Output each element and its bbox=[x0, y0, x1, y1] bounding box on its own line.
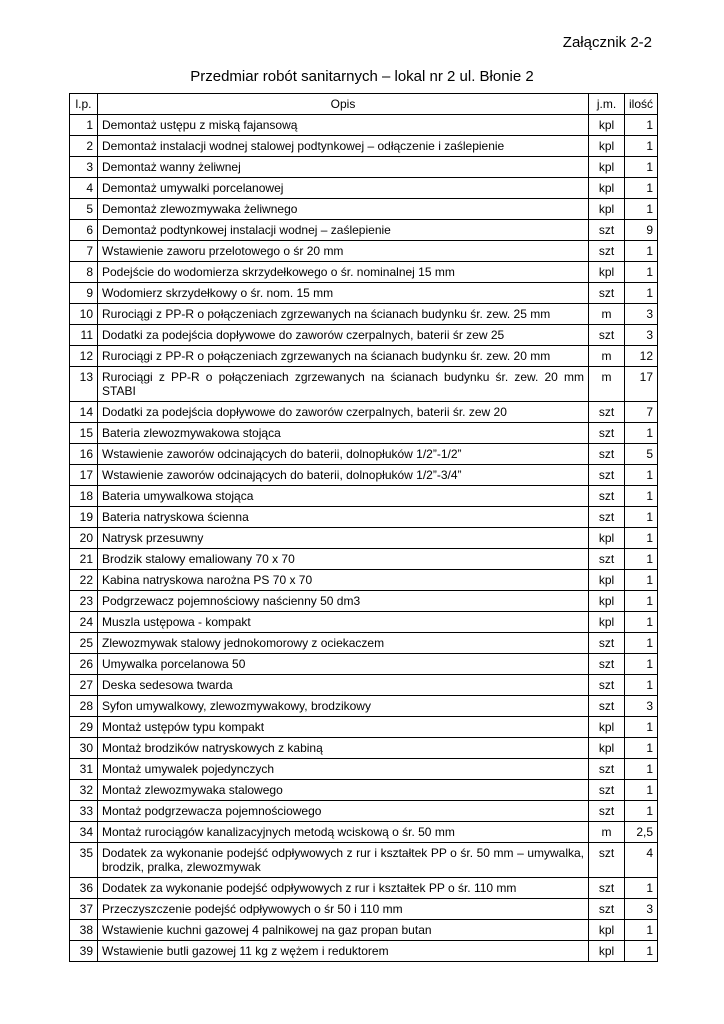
table-row bbox=[70, 157, 658, 178]
table-row bbox=[70, 675, 658, 696]
cell-lp: 27 bbox=[70, 675, 98, 696]
cell-ilosc: 1 bbox=[625, 262, 658, 283]
cell-ilosc: 5 bbox=[625, 444, 658, 465]
cell-opis: Rurociągi z PP-R o połączeniach zgrzewanych na ścianach budynku śr. zew. 25 mm bbox=[98, 304, 589, 325]
cell-opis: Wstawienie zaworów odcinających do baterii, dolnopłuków 1/2”-3/4” bbox=[98, 465, 589, 486]
table-row bbox=[70, 654, 658, 675]
cell-ilosc: 1 bbox=[625, 612, 658, 633]
cell-lp: 6 bbox=[70, 220, 98, 241]
cell-opis: Umywalka porcelanowa 50 bbox=[98, 654, 589, 675]
cell-jm: szt bbox=[589, 878, 625, 899]
cell-ilosc: 1 bbox=[625, 738, 658, 759]
header-ilosc: ilość bbox=[625, 94, 658, 115]
cell-opis: Zlewozmywak stalowy jednokomorowy z ociekaczem bbox=[98, 633, 589, 654]
cell-jm: szt bbox=[589, 654, 625, 675]
cell-jm: m bbox=[589, 822, 625, 843]
cell-ilosc: 7 bbox=[625, 402, 658, 423]
cell-opis: Demontaż umywalki porcelanowej bbox=[98, 178, 589, 199]
cell-opis: Demontaż podtynkowej instalacji wodnej – zaślepienie bbox=[98, 220, 589, 241]
header-lp: l.p. bbox=[70, 94, 98, 115]
cell-jm: szt bbox=[589, 843, 625, 878]
table-row bbox=[70, 507, 658, 528]
cell-opis: Montaż ustępów typu kompakt bbox=[98, 717, 589, 738]
cell-jm: szt bbox=[589, 402, 625, 423]
cell-opis: Montaż zlewozmywaka stalowego bbox=[98, 780, 589, 801]
table-row bbox=[70, 486, 658, 507]
cell-jm: kpl bbox=[589, 941, 625, 962]
cell-opis: Kabina natryskowa narożna PS 70 x 70 bbox=[98, 570, 589, 591]
annex-label: Załącznik 2-2 bbox=[562, 34, 652, 51]
table-header-row bbox=[70, 94, 658, 115]
table-row bbox=[70, 801, 658, 822]
cell-lp: 24 bbox=[70, 612, 98, 633]
cell-lp: 28 bbox=[70, 696, 98, 717]
cell-jm: szt bbox=[589, 486, 625, 507]
cell-ilosc: 1 bbox=[625, 717, 658, 738]
cell-ilosc: 1 bbox=[625, 801, 658, 822]
cell-opis: Bateria umywalkowa stojąca bbox=[98, 486, 589, 507]
cell-lp: 18 bbox=[70, 486, 98, 507]
cell-ilosc: 3 bbox=[625, 325, 658, 346]
cell-opis: Wodomierz skrzydełkowy o śr. nom. 15 mm bbox=[98, 283, 589, 304]
cell-lp: 14 bbox=[70, 402, 98, 423]
table-row bbox=[70, 822, 658, 843]
cell-lp: 17 bbox=[70, 465, 98, 486]
table-row bbox=[70, 633, 658, 654]
cell-opis: Wstawienie butli gazowej 11 kg z wężem i reduktorem bbox=[98, 941, 589, 962]
cell-lp: 39 bbox=[70, 941, 98, 962]
table-row bbox=[70, 325, 658, 346]
bill-of-quantities-table bbox=[69, 93, 658, 962]
cell-jm: szt bbox=[589, 444, 625, 465]
cell-lp: 33 bbox=[70, 801, 98, 822]
cell-jm: szt bbox=[589, 899, 625, 920]
cell-ilosc: 1 bbox=[625, 920, 658, 941]
cell-lp: 26 bbox=[70, 654, 98, 675]
cell-jm: szt bbox=[589, 220, 625, 241]
cell-ilosc: 1 bbox=[625, 633, 658, 654]
cell-lp: 34 bbox=[70, 822, 98, 843]
cell-lp: 4 bbox=[70, 178, 98, 199]
table-row bbox=[70, 717, 658, 738]
cell-opis: Demontaż instalacji wodnej stalowej podtynkowej – odłączenie i zaślepienie bbox=[98, 136, 589, 157]
cell-jm: szt bbox=[589, 241, 625, 262]
cell-opis: Wstawienie zaworu przelotowego o śr 20 mm bbox=[98, 241, 589, 262]
cell-opis: Syfon umywalkowy, zlewozmywakowy, brodzikowy bbox=[98, 696, 589, 717]
table-row bbox=[70, 367, 658, 402]
cell-ilosc: 1 bbox=[625, 283, 658, 304]
table-row bbox=[70, 738, 658, 759]
header-jm: j.m. bbox=[589, 94, 625, 115]
cell-jm: szt bbox=[589, 801, 625, 822]
table-body bbox=[70, 115, 658, 962]
cell-jm: kpl bbox=[589, 178, 625, 199]
table-row bbox=[70, 920, 658, 941]
table-row bbox=[70, 283, 658, 304]
cell-ilosc: 1 bbox=[625, 878, 658, 899]
cell-lp: 19 bbox=[70, 507, 98, 528]
cell-jm: szt bbox=[589, 283, 625, 304]
cell-lp: 9 bbox=[70, 283, 98, 304]
cell-jm: szt bbox=[589, 325, 625, 346]
cell-lp: 25 bbox=[70, 633, 98, 654]
cell-opis: Dodatki za podejścia dopływowe do zaworów czerpalnych, baterii śr zew 25 bbox=[98, 325, 589, 346]
table-row bbox=[70, 220, 658, 241]
cell-lp: 5 bbox=[70, 199, 98, 220]
cell-opis: Natrysk przesuwny bbox=[98, 528, 589, 549]
cell-lp: 8 bbox=[70, 262, 98, 283]
cell-lp: 37 bbox=[70, 899, 98, 920]
table-row bbox=[70, 941, 658, 962]
cell-lp: 30 bbox=[70, 738, 98, 759]
table-row bbox=[70, 262, 658, 283]
cell-ilosc: 1 bbox=[625, 115, 658, 136]
cell-jm: kpl bbox=[589, 738, 625, 759]
table-row bbox=[70, 843, 658, 878]
cell-ilosc: 1 bbox=[625, 549, 658, 570]
cell-opis: Dodatek za wykonanie podejść odpływowych z rur i kształtek PP o śr. 110 mm bbox=[98, 878, 589, 899]
cell-lp: 12 bbox=[70, 346, 98, 367]
cell-opis: Rurociągi z PP-R o połączeniach zgrzewanych na ścianach budynku śr. zew. 20 mm bbox=[98, 346, 589, 367]
cell-jm: m bbox=[589, 304, 625, 325]
cell-opis: Brodzik stalowy emaliowany 70 x 70 bbox=[98, 549, 589, 570]
table-row bbox=[70, 612, 658, 633]
cell-ilosc: 9 bbox=[625, 220, 658, 241]
cell-lp: 15 bbox=[70, 423, 98, 444]
cell-ilosc: 1 bbox=[625, 941, 658, 962]
table-row bbox=[70, 696, 658, 717]
cell-jm: kpl bbox=[589, 528, 625, 549]
cell-jm: kpl bbox=[589, 199, 625, 220]
table-row bbox=[70, 444, 658, 465]
cell-ilosc: 4 bbox=[625, 843, 658, 878]
cell-lp: 13 bbox=[70, 367, 98, 402]
table-row bbox=[70, 178, 658, 199]
table-row bbox=[70, 528, 658, 549]
cell-jm: szt bbox=[589, 549, 625, 570]
header-opis: Opis bbox=[98, 94, 589, 115]
cell-jm: szt bbox=[589, 759, 625, 780]
table-row bbox=[70, 780, 658, 801]
cell-ilosc: 1 bbox=[625, 241, 658, 262]
cell-jm: szt bbox=[589, 675, 625, 696]
cell-ilosc: 1 bbox=[625, 528, 658, 549]
cell-lp: 38 bbox=[70, 920, 98, 941]
cell-ilosc: 2,5 bbox=[625, 822, 658, 843]
cell-jm: kpl bbox=[589, 262, 625, 283]
cell-jm: kpl bbox=[589, 157, 625, 178]
cell-lp: 10 bbox=[70, 304, 98, 325]
cell-ilosc: 1 bbox=[625, 654, 658, 675]
cell-ilosc: 3 bbox=[625, 899, 658, 920]
cell-lp: 29 bbox=[70, 717, 98, 738]
table-row bbox=[70, 402, 658, 423]
table-row bbox=[70, 136, 658, 157]
cell-ilosc: 1 bbox=[625, 157, 658, 178]
cell-jm: kpl bbox=[589, 570, 625, 591]
cell-ilosc: 3 bbox=[625, 696, 658, 717]
cell-lp: 2 bbox=[70, 136, 98, 157]
cell-opis: Wstawienie zaworów odcinających do baterii, dolnopłuków 1/2”-1/2” bbox=[98, 444, 589, 465]
cell-ilosc: 1 bbox=[625, 507, 658, 528]
cell-jm: szt bbox=[589, 633, 625, 654]
cell-lp: 36 bbox=[70, 878, 98, 899]
table-row bbox=[70, 591, 658, 612]
cell-lp: 16 bbox=[70, 444, 98, 465]
cell-jm: kpl bbox=[589, 115, 625, 136]
cell-opis: Przeczyszczenie podejść odpływowych o śr 50 i 110 mm bbox=[98, 899, 589, 920]
table-row bbox=[70, 899, 658, 920]
cell-opis: Rurociągi z PP-R o połączeniach zgrzewanych na ścianach budynku śr. zew. 20 mm STABI bbox=[98, 367, 589, 402]
cell-ilosc: 3 bbox=[625, 304, 658, 325]
table-row bbox=[70, 199, 658, 220]
cell-lp: 11 bbox=[70, 325, 98, 346]
table-row bbox=[70, 115, 658, 136]
cell-opis: Bateria zlewozmywakowa stojąca bbox=[98, 423, 589, 444]
cell-jm: kpl bbox=[589, 920, 625, 941]
cell-ilosc: 1 bbox=[625, 423, 658, 444]
cell-ilosc: 1 bbox=[625, 465, 658, 486]
table-row bbox=[70, 549, 658, 570]
cell-opis: Montaż brodzików natryskowych z kabiną bbox=[98, 738, 589, 759]
cell-ilosc: 1 bbox=[625, 178, 658, 199]
table-row bbox=[70, 346, 658, 367]
cell-jm: szt bbox=[589, 423, 625, 444]
cell-ilosc: 17 bbox=[625, 367, 658, 402]
cell-opis: Demontaż ustępu z miską fajansową bbox=[98, 115, 589, 136]
cell-lp: 23 bbox=[70, 591, 98, 612]
cell-lp: 21 bbox=[70, 549, 98, 570]
cell-opis: Deska sedesowa twarda bbox=[98, 675, 589, 696]
cell-opis: Muszla ustępowa - kompakt bbox=[98, 612, 589, 633]
cell-ilosc: 1 bbox=[625, 136, 658, 157]
cell-opis: Bateria natryskowa ścienna bbox=[98, 507, 589, 528]
cell-lp: 35 bbox=[70, 843, 98, 878]
cell-jm: szt bbox=[589, 465, 625, 486]
cell-ilosc: 1 bbox=[625, 486, 658, 507]
page-title: Przedmiar robót sanitarnych – lokal nr 2 ul. Błonie 2 bbox=[190, 68, 534, 85]
cell-ilosc: 1 bbox=[625, 780, 658, 801]
cell-opis: Demontaż wanny żeliwnej bbox=[98, 157, 589, 178]
cell-opis: Podgrzewacz pojemnościowy naścienny 50 dm3 bbox=[98, 591, 589, 612]
cell-opis: Dodatki za podejścia dopływowe do zaworów czerpalnych, baterii śr. zew 20 bbox=[98, 402, 589, 423]
cell-lp: 32 bbox=[70, 780, 98, 801]
cell-jm: kpl bbox=[589, 717, 625, 738]
cell-ilosc: 1 bbox=[625, 591, 658, 612]
cell-lp: 20 bbox=[70, 528, 98, 549]
table-row bbox=[70, 759, 658, 780]
cell-lp: 31 bbox=[70, 759, 98, 780]
table-row bbox=[70, 241, 658, 262]
table-row bbox=[70, 465, 658, 486]
table-row bbox=[70, 570, 658, 591]
cell-ilosc: 1 bbox=[625, 570, 658, 591]
cell-lp: 7 bbox=[70, 241, 98, 262]
cell-lp: 1 bbox=[70, 115, 98, 136]
cell-opis: Montaż umywalek pojedynczych bbox=[98, 759, 589, 780]
cell-jm: szt bbox=[589, 507, 625, 528]
cell-ilosc: 1 bbox=[625, 199, 658, 220]
cell-opis: Montaż podgrzewacza pojemnościowego bbox=[98, 801, 589, 822]
cell-ilosc: 1 bbox=[625, 675, 658, 696]
cell-opis: Wstawienie kuchni gazowej 4 palnikowej na gaz propan butan bbox=[98, 920, 589, 941]
cell-jm: m bbox=[589, 346, 625, 367]
cell-jm: kpl bbox=[589, 612, 625, 633]
table-row bbox=[70, 423, 658, 444]
cell-opis: Montaż rurociągów kanalizacyjnych metodą wciskową o śr. 50 mm bbox=[98, 822, 589, 843]
cell-opis: Dodatek za wykonanie podejść odpływowych z rur i kształtek PP o śr. 50 mm – umywalka, brodzik, pralka, zlewozmywak bbox=[98, 843, 589, 878]
cell-opis: Podejście do wodomierza skrzydełkowego o śr. nominalnej 15 mm bbox=[98, 262, 589, 283]
cell-jm: kpl bbox=[589, 136, 625, 157]
cell-jm: szt bbox=[589, 696, 625, 717]
table-row bbox=[70, 304, 658, 325]
cell-jm: szt bbox=[589, 780, 625, 801]
cell-jm: m bbox=[589, 367, 625, 402]
table-row bbox=[70, 878, 658, 899]
cell-ilosc: 12 bbox=[625, 346, 658, 367]
cell-lp: 3 bbox=[70, 157, 98, 178]
cell-jm: kpl bbox=[589, 591, 625, 612]
cell-lp: 22 bbox=[70, 570, 98, 591]
cell-opis: Demontaż zlewozmywaka żeliwnego bbox=[98, 199, 589, 220]
cell-ilosc: 1 bbox=[625, 759, 658, 780]
